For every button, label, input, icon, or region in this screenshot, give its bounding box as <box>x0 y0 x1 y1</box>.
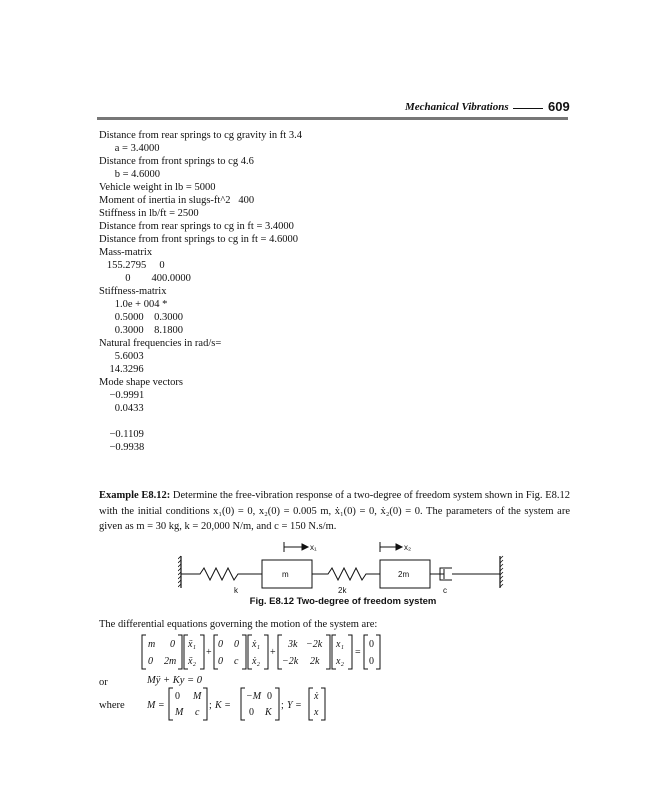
Kdef-22: K <box>265 707 272 718</box>
stiff-22: 2k <box>310 656 320 667</box>
damper-label: c <box>443 586 447 594</box>
output-line: 0.3000 8.1800 <box>99 325 183 336</box>
output-line: Distance from front springs to cg in ft = 4.6000 <box>99 234 298 245</box>
Kdef-21: 0 <box>249 707 254 718</box>
K-eq: K = <box>215 700 231 711</box>
mass-m12: 0 <box>170 639 175 650</box>
damper-c <box>430 568 500 580</box>
spring-k <box>181 568 262 580</box>
output-line: 14.3296 <box>99 364 144 375</box>
x2-label: x₂ <box>404 543 412 552</box>
Kdef-12: 0 <box>267 691 272 702</box>
disp-1: x₁ <box>336 639 344 650</box>
output-line: −0.9991 <box>99 390 145 401</box>
disp-2: x₂ <box>336 656 344 667</box>
mass1-label: m <box>282 570 289 579</box>
program-output <box>99 129 302 454</box>
or-label: or <box>99 677 108 688</box>
output-line: Natural frequencies in rad/s= <box>99 338 222 349</box>
stiff-11: 3k <box>288 639 298 650</box>
mass2-label: 2m <box>398 570 410 579</box>
svg-text:+: + <box>270 647 276 658</box>
output-line: −0.9938 <box>99 442 145 453</box>
mass-m22: 2m <box>164 656 177 667</box>
header-dash <box>513 108 543 109</box>
damp-11: 0 <box>218 639 223 650</box>
page-number: 609 <box>548 99 570 114</box>
damp-21: 0 <box>218 656 223 667</box>
two-dof-diagram <box>178 538 508 594</box>
zero-2: 0 <box>369 656 374 667</box>
Mdef-12: M <box>193 691 202 702</box>
output-line: Stiffness-matrix <box>99 286 167 297</box>
Mdef-21: M <box>175 707 184 718</box>
svg-text:=: = <box>355 647 361 658</box>
output-line: Mass-matrix <box>99 247 153 258</box>
output-line: Distance from rear springs to cg in ft = 3.4000 <box>99 221 294 232</box>
compact-equation: Mÿ + Ky = 0 <box>147 675 202 686</box>
output-line: a = 3.4000 <box>99 143 160 154</box>
damp-12: 0 <box>234 639 239 650</box>
equations-intro: The differential equations governing the motion of the system are: <box>99 619 378 630</box>
output-line: 1.0e + 004 * <box>99 299 168 310</box>
svg-text:;: ; <box>209 700 212 711</box>
output-line: b = 4.6000 <box>99 169 161 180</box>
spring2-label: 2k <box>338 586 347 594</box>
Kdef-11: −M <box>246 691 262 702</box>
where-label: where <box>99 700 125 711</box>
output-line: 5.6003 <box>99 351 144 362</box>
Mdef-11: 0 <box>175 691 180 702</box>
M-eq: M = <box>147 700 165 711</box>
output-line: Stiffness in lb/ft = 2500 <box>99 208 199 219</box>
stiff-21: −2k <box>282 656 299 667</box>
accel-1: ẍ₁ <box>188 639 196 650</box>
zero-1: 0 <box>369 639 374 650</box>
output-line: Distance from rear springs to cg gravity in ft 3.4 <box>99 130 302 141</box>
example-paragraph <box>99 488 570 535</box>
output-line: 0.0433 <box>99 403 144 414</box>
output-line: Mode shape vectors <box>99 377 183 388</box>
accel-2: ẍ₂ <box>188 656 196 667</box>
Mdef-22: c <box>195 707 200 718</box>
vel-1: ẋ₁ <box>252 639 260 650</box>
Ydef-2: x <box>314 707 319 718</box>
x1-arrow <box>284 542 308 552</box>
output-line: Moment of inertia in slugs-ft^2 400 <box>99 195 255 206</box>
Ydef-1: ẋ <box>314 691 319 702</box>
x2-arrow <box>380 542 402 552</box>
Y-eq: Y = <box>287 700 302 711</box>
output-line: Vehicle weight in lb = 5000 <box>99 182 216 193</box>
matrix-definitions <box>147 686 337 722</box>
output-line: Distance from front springs to cg 4.6 <box>99 156 254 167</box>
svg-text:+: + <box>206 647 212 658</box>
matrix-equation <box>140 633 400 671</box>
running-title: Mechanical Vibrations <box>405 101 509 113</box>
x1-label: x₁ <box>310 543 317 552</box>
spring1-label: k <box>234 586 238 594</box>
example-text: Determine the free-vibration response of a two-degree of freedom system shown in Fig. E8.12 with the initial conditions x₁(0) = 0, x₂(0) = 0.005 m, ẋ₁(0) = 0, ẋ₂(0) = 0. The parameters of the system are given as m = 30 kg, k = 20,000 N/m, and c = 150 N.s/m. <box>99 490 570 532</box>
damp-22: c <box>234 656 239 667</box>
figure-caption: Fig. E8.12 Two-degree of freedom system <box>249 596 437 607</box>
stiff-12: −2k <box>306 639 323 650</box>
output-line: 155.2795 0 <box>99 260 165 271</box>
svg-text:;: ; <box>281 700 284 711</box>
output-line: −0.1109 <box>99 429 144 440</box>
vel-2: ẋ₂ <box>252 656 260 667</box>
spring-2k <box>312 568 380 580</box>
example-label: Example E8.12: <box>99 490 171 501</box>
mass-m21: 0 <box>148 656 153 667</box>
header-rule <box>97 117 568 120</box>
output-line: 0 400.0000 <box>99 273 191 284</box>
mass-m11: m <box>148 639 156 650</box>
output-line <box>99 415 302 428</box>
output-line: 0.5000 0.3000 <box>99 312 183 323</box>
